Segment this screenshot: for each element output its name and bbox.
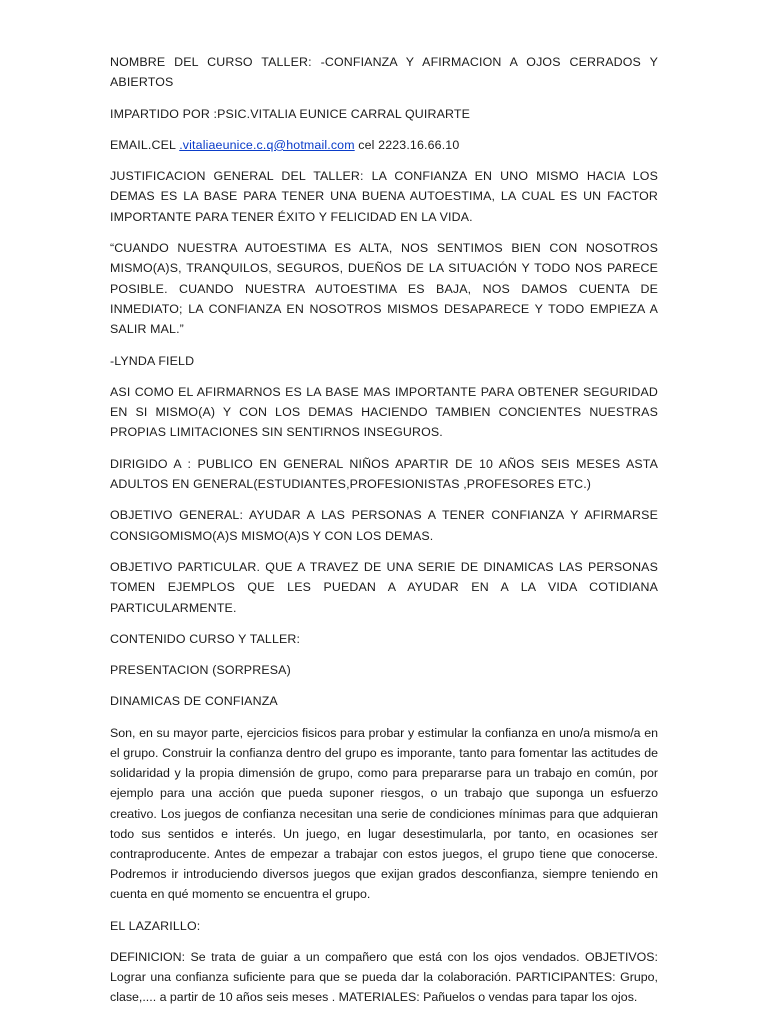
general-objective: OBJETIVO GENERAL: AYUDAR A LAS PERSONAS A TENER CONFIANZA Y AFIRMARSE CONSIGOMISMO(A)S MISMO(A)S Y CON LOS DEMAS.	[110, 508, 658, 543]
contact-label: EMAIL.CEL	[110, 137, 180, 152]
justification-paragraph: JUSTIFICACION GENERAL DEL TALLER: LA CONFIANZA EN UNO MISMO HACIA LOS DEMAS ES LA BASE PARA TENER UNA BUENA AUTOESTIMA, LA CUAL ES UN FACTOR IMPORTANTE PARA TENER ÉXITO Y FELICIDAD EN LA VIDA.	[110, 169, 658, 224]
quote-author: -LYNDA FIELD	[110, 353, 195, 368]
content-heading: CONTENIDO CURSO Y TALLER:	[110, 631, 301, 646]
presentation-item: PRESENTACION (SORPRESA)	[110, 663, 291, 678]
particular-objective: OBJETIVO PARTICULAR. QUE A TRAVEZ DE UNA SERIE DE DINAMICAS LAS PERSONAS TOMEN EJEMPLOS QUE LES PUEDAN A AYUDAR EN A LA VIDA COTIDIANA PARTICULARMENTE.	[110, 559, 658, 615]
document-page	[110, 52, 658, 1018]
contact-line	[110, 135, 658, 155]
affirmation-paragraph: ASI COMO EL AFIRMARNOS ES LA BASE MAS IMPORTANTE PARA OBTENER SEGURIDAD EN SI MISMO(A) Y CON LOS DEMAS HACIENDO TAMBIEN CONCIENTES NUESTRAS PROPIAS LIMITACIONES SIN SENTIRNOS INSEGUROS.	[110, 384, 658, 440]
lazarillo-heading: EL LAZARILLO:	[110, 918, 201, 933]
quote-paragraph: “CUANDO NUESTRA AUTOESTIMA ES ALTA, NOS SENTIMOS BIEN CON NOSOTROS MISMO(A)S, TRANQUILOS, SEGUROS, DUEÑOS DE LA SITUACIÓN Y TODO NOS PARECE POSIBLE. CUANDO NUESTRA AUTOESTIMA ES BAJA, NOS DAMOS CUENTA DE INMEDIATO; LA CONFIANZA EN NOSOTROS MISMOS DESAPARECE Y TODO EMPIEZA A SALIR MAL.”	[110, 241, 658, 337]
phone-number: cel 2223.16.66.10	[354, 137, 460, 152]
dynamics-body: Son, en su mayor parte, ejercicios fisicos para probar y estimular la confianza en uno/a mismo/a en el grupo. Construir la confianza dentro del grupo es imporante, tanto para fomentar las actitudes de solidaridad y la propia dimensión de grupo, como para prepararse para un trabajo en común, por ejemplo para una acción que pueda suponer riesgos, o un trabajo que suponga un esfuerzo creativo. Los juegos de confianza necesitan una serie de condiciones mínimas para que adquieran todo sus sentidos e interés. Un juego, en lugar desestimularla, por tanto, en ocasiones ser contraproducente. Antes de empezar a trabajar con estos juegos, el grupo tiene que conocerse. Podremos ir introduciendo diversos juegos que exijan grados desconfianza, siempre teniendo en cuenta en qué momento se encuentra el grupo.	[110, 725, 658, 902]
course-title: NOMBRE DEL CURSO TALLER: -CONFIANZA Y AFIRMACION A OJOS CERRADOS Y ABIERTOS	[110, 55, 658, 90]
audience-paragraph: DIRIGIDO A : PUBLICO EN GENERAL NIÑOS APARTIR DE 10 AÑOS SEIS MESES ASTA ADULTOS EN GENERAL(ESTUDIANTES,PROFESIONISTAS ,PROFESORES ETC.)	[110, 456, 658, 492]
instructor-line: IMPARTIDO POR :PSIC.VITALIA EUNICE CARRAL QUIRARTE	[110, 106, 471, 121]
lazarillo-body: DEFINICION: Se trata de guiar a un compañero que está con los ojos vendados. OBJETIVOS: Lograr una confianza suficiente para que se pueda dar la colaboración. PARTICIPANTES: Grupo, clase,.... a partir de 10 años seis meses . MATERIALES: Pañuelos o vendas para tapar los ojos.	[110, 949, 658, 1005]
email-link[interactable]: .vitaliaeunice.c.q@hotmail.com	[179, 137, 355, 152]
dynamics-heading: DINAMICAS DE CONFIANZA	[110, 694, 278, 709]
